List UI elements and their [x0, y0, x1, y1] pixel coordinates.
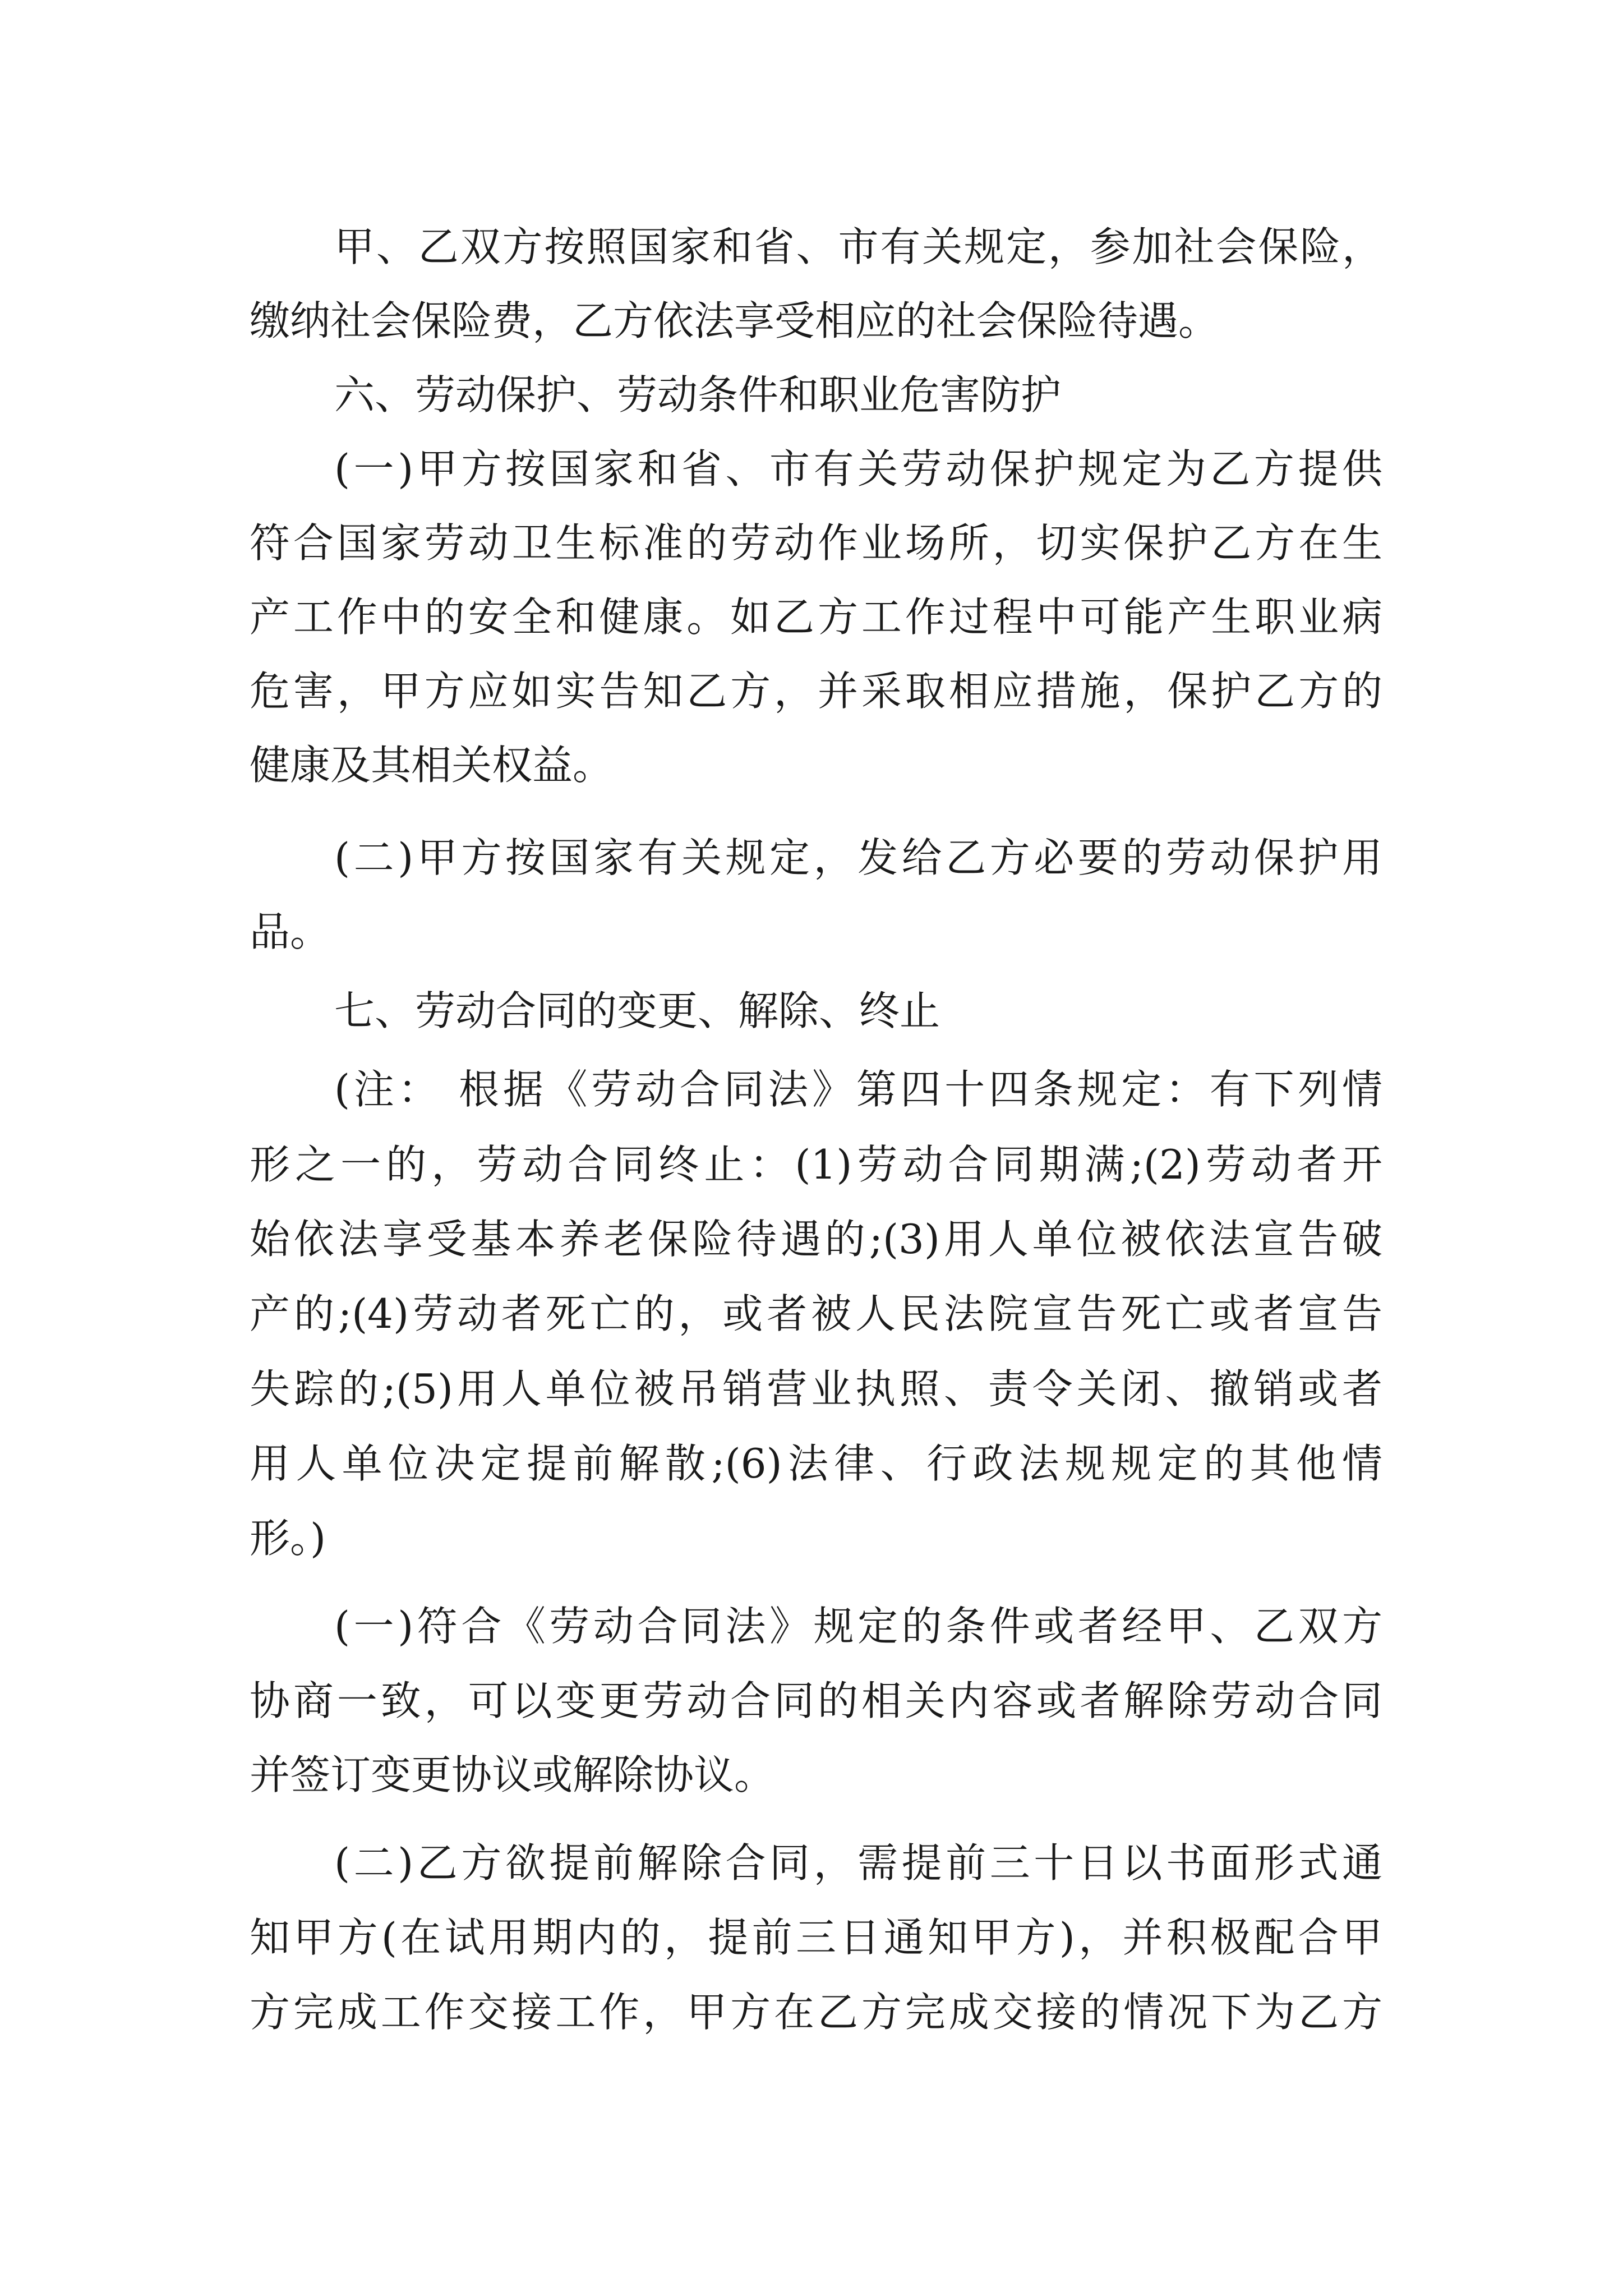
paragraph-line: 符合国家劳动卫生标准的劳动作业场所，切实保护乙方在生 [250, 519, 1382, 567]
paragraph-line: (二)乙方欲提前解除合同，需提前三十日以书面形式通 [334, 1839, 1382, 1887]
paragraph-line: 品。 [250, 908, 331, 955]
paragraph-line: 方完成工作交接工作，甲方在乙方完成交接的情况下为乙方 [250, 1989, 1382, 2036]
paragraph-line: 产工作中的安全和健康。如乙方工作过程中可能产生职业病 [250, 593, 1382, 641]
section-heading: 六、劳动保护、劳动条件和职业危害防护 [334, 371, 1062, 418]
paragraph-line: 失踪的;(5)用人单位被吊销营业执照、责令关闭、撤销或者 [250, 1365, 1382, 1412]
paragraph-line: 并签订变更协议或解除协议。 [250, 1751, 775, 1798]
paragraph-line: 甲、乙双方按照国家和省、市有关规定，参加社会保险， [334, 223, 1382, 270]
paragraph-line: 危害，甲方应如实告知乙方，并采取相应措施，保护乙方的 [250, 668, 1382, 715]
section-heading: 七、劳动合同的变更、解除、终止 [334, 987, 940, 1034]
paragraph-line: 形之一的，劳动合同终止：(1)劳动合同期满;(2)劳动者开 [250, 1141, 1382, 1188]
paragraph-line: (二)甲方按国家有关规定，发给乙方必要的劳动保护用 [334, 834, 1382, 881]
paragraph-line: (一)甲方按国家和省、市有关劳动保护规定为乙方提供 [334, 445, 1382, 493]
paragraph-line: 形。) [250, 1515, 326, 1562]
paragraph-line: 产的;(4)劳动者死亡的，或者被人民法院宣告死亡或者宣告 [250, 1290, 1382, 1337]
paragraph-line: 协商一致，可以变更劳动合同的相关内容或者解除劳动合同 [250, 1677, 1382, 1724]
paragraph-line: 健康及其相关权益。 [250, 742, 614, 789]
paragraph-line: (注： 根据《劳动合同法》第四十四条规定：有下列情 [334, 1066, 1382, 1113]
paragraph-line: 缴纳社会保险费，乙方依法享受相应的社会保险待遇。 [250, 297, 1219, 344]
paragraph-line: (一)符合《劳动合同法》规定的条件或者经甲、乙双方 [334, 1603, 1382, 1650]
paragraph-line: 用人单位决定提前解散;(6)法律、行政法规规定的其他情 [250, 1440, 1382, 1487]
paragraph-line: 始依法享受基本养老保险待遇的;(3)用人单位被依法宣告破 [250, 1216, 1382, 1263]
paragraph-line: 知甲方(在试用期内的，提前三日通知甲方)，并积极配合甲 [250, 1914, 1382, 1961]
